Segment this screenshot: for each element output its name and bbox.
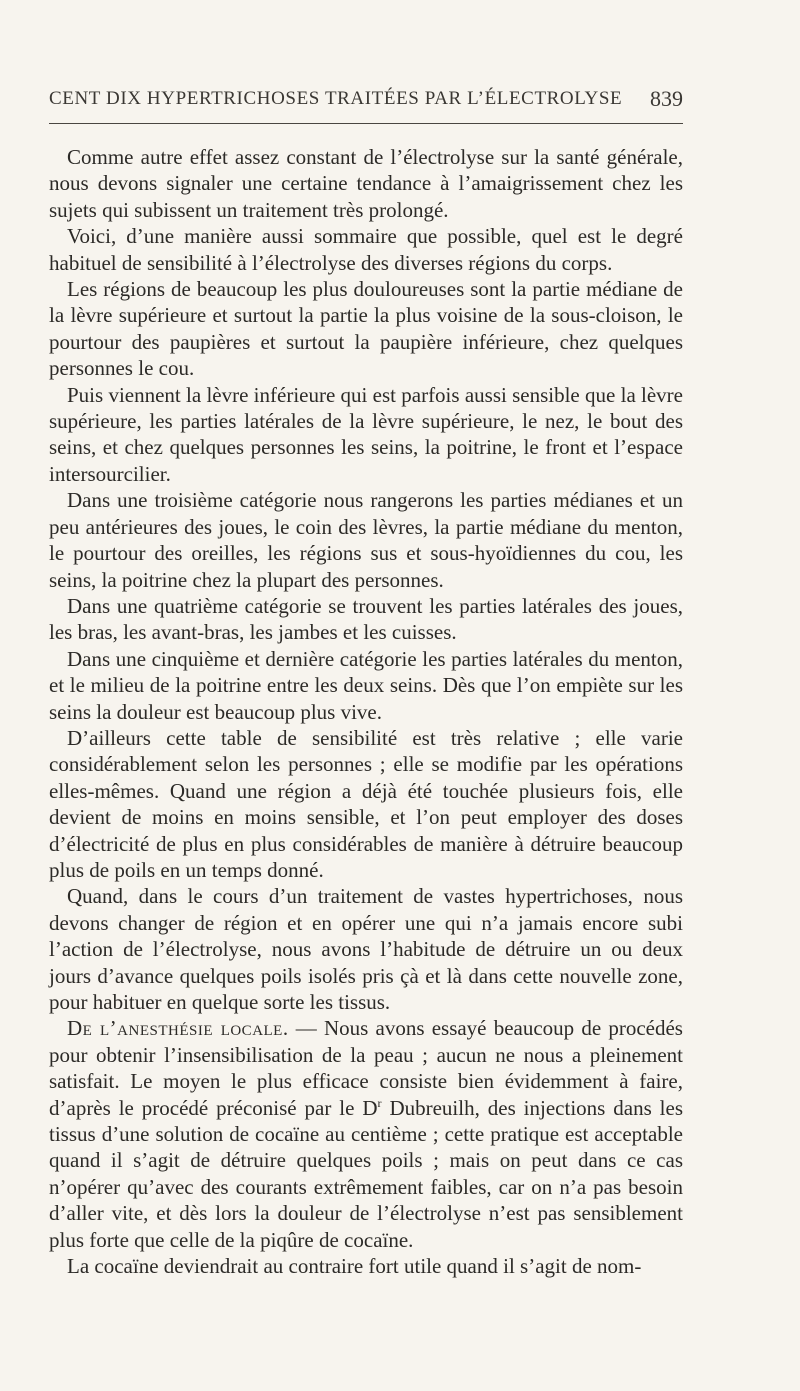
paragraph: Quand, dans le cours d’un traitement de vastes hypertrichoses, nous devons changer de région et en opérer une qui n’a jamais encore subi l’action de l’électrolyse, nous avons l’habitude de détruire un ou deux jours d’avance quelques poils isolés pris çà et là dans cette nouvelle zone, pour habituer en quelque sorte les tissus. bbox=[49, 884, 683, 1014]
paragraph: Dans une troisième catégorie nous rangerons les parties médianes et un peu antérieures des joues, le coin des lèvres, la partie médiane du menton, le pourtour des oreilles, les régions sus et sous-hyoïdiennes du cou, les seins, la poitrine chez la plupart des personnes. bbox=[49, 488, 683, 592]
anesthesia-paragraph bbox=[49, 1015, 683, 1253]
paragraph: Comme autre effet assez constant de l’électrolyse sur la santé générale, nous devons signaler une certaine tendance à l’amaigrissement chez les sujets qui subissent un traitement très prolongé. bbox=[49, 145, 683, 222]
paragraph: Les régions de beaucoup les plus douloureuses sont la partie médiane de la lèvre supérieure et surtout la partie la plus voisine de la sous-cloison, le pourtour des paupières et surtout la paupière inférieure, chez quelques personnes le cou. bbox=[49, 277, 683, 381]
paragraph: Puis viennent la lèvre inférieure qui est parfois aussi sensible que la lèvre supérieure, les parties latérales de la lèvre supérieure, le nez, le bout des seins, et chez quelques personnes les seins, la poitrine, le front et l’espace intersourcilier. bbox=[49, 382, 683, 486]
header-rule bbox=[49, 123, 683, 124]
page-number: 839 bbox=[650, 86, 683, 111]
running-header bbox=[49, 86, 683, 116]
paragraph: Voici, d’une manière aussi sommaire que possible, quel est le degré habituel de sensibilité à l’électrolyse des diverses régions du corps. bbox=[49, 224, 683, 275]
paragraph: D’ailleurs cette table de sensibilité est très relative ; elle varie considérablement selon les personnes ; elle se modifie par les opérations elles-mêmes. Quand une région a déjà été touchée plusieurs fois, elle devient de moins en moins sensible, et l’on peut employer des doses d’électricité de plus en plus considérables de manière à détruire beaucoup plus de poils en un temps donné. bbox=[49, 725, 683, 882]
anesthesia-text-1: — Nous avons essayé beaucoup de procédés pour obtenir l’insensibilisation de la peau ; aucun ne nous a pleinement satisfait. Le moyen le plus efficace consiste bien évidemment à faire, d’après le procédé préconisé par le D bbox=[49, 1016, 683, 1120]
anesthesia-text-2: Dubreuilh, des injections dans les tissus d’une solution de cocaïne au centième ; cette pratique est acceptable quand il s’agit de détruire quelques poils ; mais on peut dans ce cas n’opérer qu’avec des courants extrêmement faibles, car on n’a pas besoin d’aller vite, et dès lors la douleur de l’électrolyse n’est pas sensiblement plus forte que celle de la piqûre de cocaïne. bbox=[49, 1095, 683, 1252]
doctor-superscript: r bbox=[377, 1095, 382, 1110]
paragraph-last: La cocaïne deviendrait au contraire fort utile quand il s’agit de nom- bbox=[67, 1254, 642, 1279]
section-heading: De l’anesthésie locale. bbox=[67, 1016, 289, 1041]
body-text bbox=[49, 144, 683, 1279]
paragraph: Dans une quatrième catégorie se trouvent les parties latérales des joues, les bras, les avant-bras, les jambes et les cuisses. bbox=[49, 593, 683, 645]
running-title: CENT DIX HYPERTRICHOSES TRAITÉES PAR L’ÉLECTROLYSE bbox=[49, 88, 623, 109]
paragraph: Dans une cinquième et dernière catégorie les parties latérales du menton, et le milieu de la poitrine entre les deux seins. Dès que l’on empiète sur les seins la douleur est beaucoup plus vive. bbox=[49, 646, 683, 724]
